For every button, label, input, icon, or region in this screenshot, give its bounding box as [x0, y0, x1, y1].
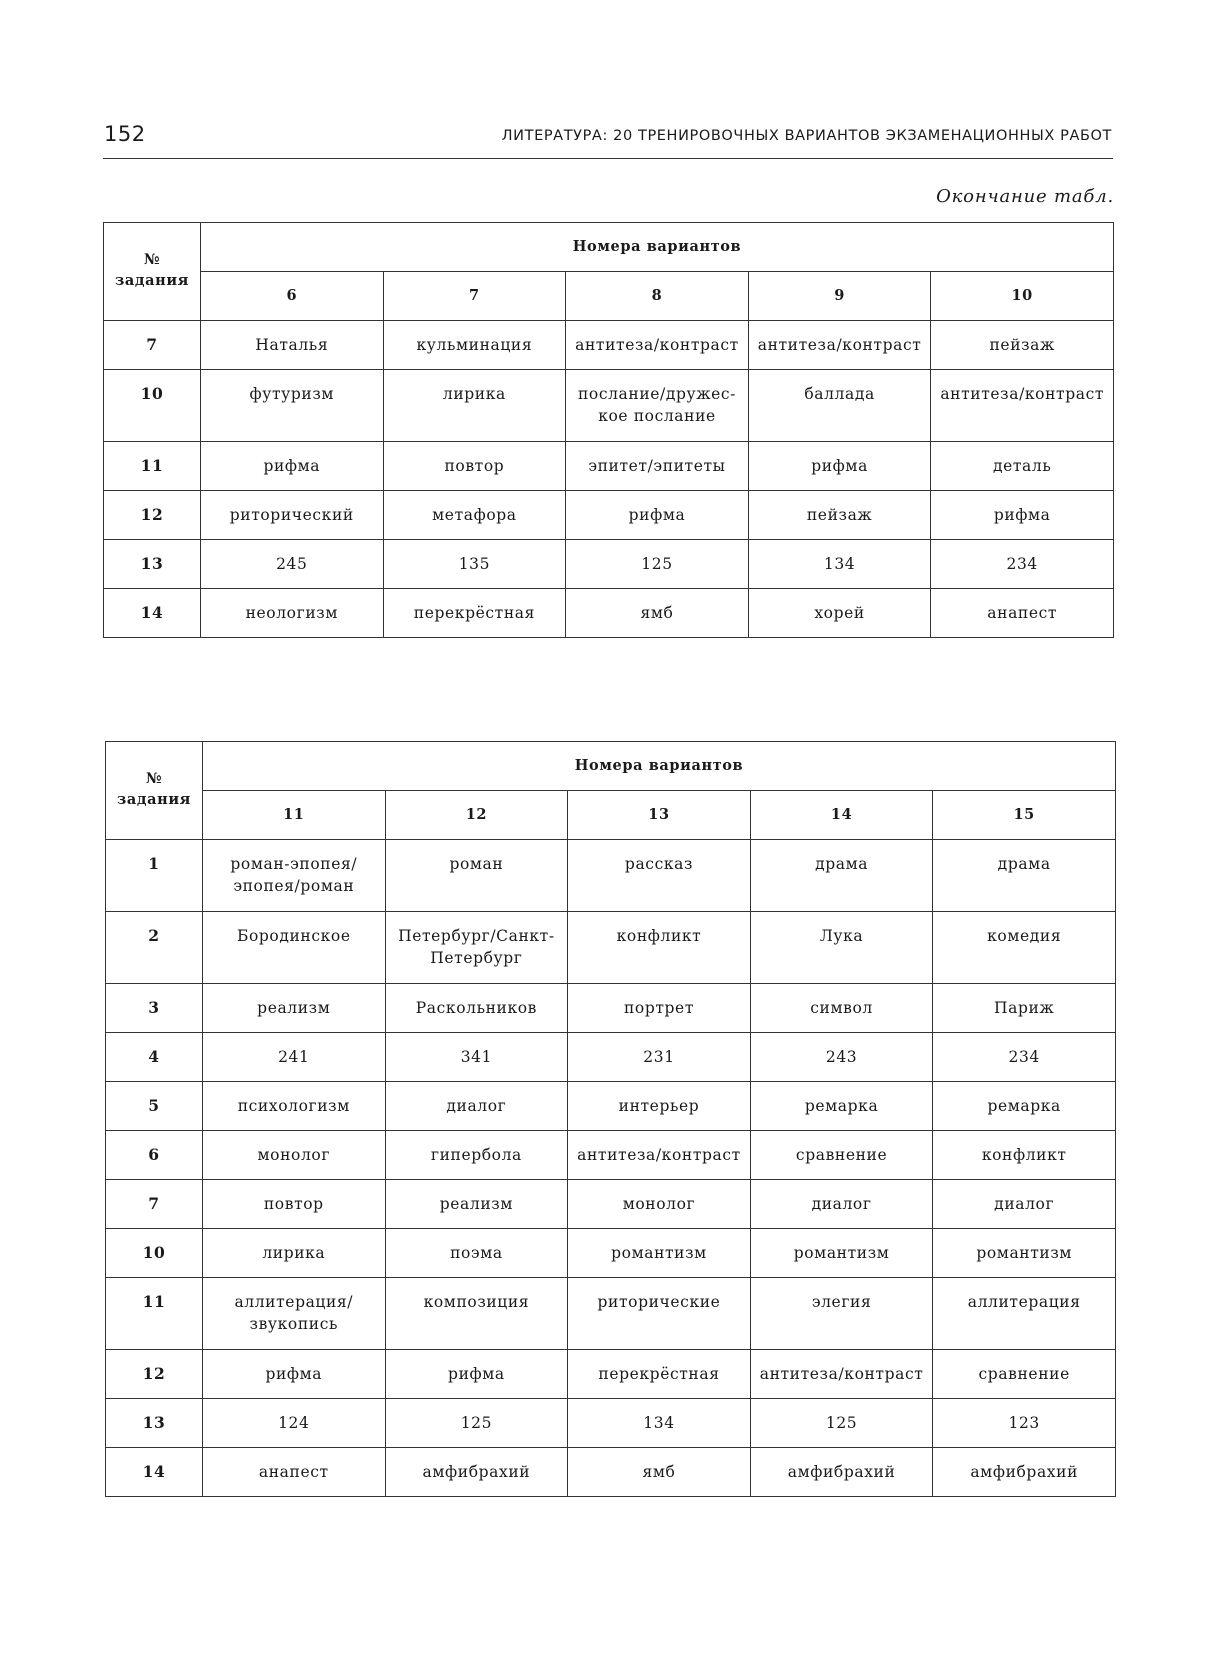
- answer-cell: [383, 589, 566, 638]
- task-number-value: 7: [148, 1194, 160, 1213]
- answer-cell: [383, 370, 566, 442]
- answer-text: портрет: [623, 999, 694, 1017]
- task-number-value: 1: [148, 854, 160, 873]
- table-caption: Окончание табл.: [936, 186, 1114, 207]
- variant-number-12: 12: [385, 791, 568, 840]
- answer-cell: [385, 1350, 568, 1399]
- answer-text: романтизм: [611, 1244, 707, 1262]
- answer-text: 124: [278, 1414, 310, 1432]
- answer-text: амфибрахий: [787, 1463, 896, 1481]
- answer-text: деталь: [992, 457, 1052, 475]
- answer-cell: [750, 1082, 933, 1131]
- variant-number-14: 14: [750, 791, 933, 840]
- answer-cell: [750, 1278, 933, 1350]
- answer-cell: [933, 1131, 1116, 1180]
- answer-text: ремарка: [987, 1097, 1061, 1115]
- answer-text: психологизм: [237, 1097, 350, 1115]
- task-number: [104, 491, 201, 540]
- answer-cell: [568, 1082, 751, 1131]
- answer-text: антитеза/контраст: [757, 336, 922, 354]
- table-row: [106, 1033, 1116, 1082]
- task-number-label: задания: [117, 791, 191, 808]
- answer-text: 243: [825, 1048, 858, 1066]
- answer-cell: [748, 321, 931, 370]
- task-number: [104, 442, 201, 491]
- task-number: [106, 1350, 203, 1399]
- answer-text: 134: [823, 555, 856, 573]
- answer-cell: [385, 840, 568, 912]
- answer-cell: [750, 1033, 933, 1082]
- variants-header: Номера вариантов: [201, 223, 1114, 272]
- answer-text: амфибрахий: [970, 1463, 1079, 1481]
- task-number-value: 14: [142, 1462, 166, 1481]
- answer-text: хорей: [814, 604, 865, 622]
- answer-text: роман: [449, 855, 504, 873]
- variant-number-15: 15: [933, 791, 1116, 840]
- answer-text: Наталья: [255, 336, 329, 354]
- answer-text: гипербола: [430, 1146, 522, 1164]
- answer-text: диалог: [446, 1097, 507, 1115]
- task-number: [106, 1180, 203, 1229]
- table-row: [106, 1229, 1116, 1278]
- task-number-value: 11: [140, 456, 164, 475]
- answer-cell: [383, 321, 566, 370]
- table-row: [106, 1082, 1116, 1131]
- answer-cell: [933, 984, 1116, 1033]
- table-row: [106, 912, 1116, 984]
- variants-header: Номера вариантов: [203, 742, 1116, 791]
- answer-text: драма: [815, 855, 869, 873]
- table-row: [106, 1180, 1116, 1229]
- task-number: [106, 840, 203, 912]
- task-number-value: 7: [146, 335, 158, 354]
- table-row: [104, 321, 1114, 370]
- answer-text: Лука: [819, 927, 864, 945]
- answer-text: 241: [278, 1048, 310, 1066]
- answer-text: перекрёстная: [413, 604, 535, 622]
- answer-cell: [568, 1350, 751, 1399]
- answer-text: комедия: [987, 927, 1062, 945]
- table-row: [104, 491, 1114, 540]
- table-row: [106, 1131, 1116, 1180]
- answer-text: аллитерация: [967, 1293, 1081, 1311]
- answer-text: 125: [641, 555, 673, 573]
- answer-cell: [931, 321, 1114, 370]
- answer-text: 231: [643, 1048, 675, 1066]
- task-number: [104, 540, 201, 589]
- answer-text: Раскольников: [415, 999, 538, 1017]
- variant-number-11: 11: [203, 791, 386, 840]
- task-number: [106, 1399, 203, 1448]
- task-number-value: 5: [148, 1096, 160, 1115]
- task-number: [104, 370, 201, 442]
- answer-cell: [568, 1131, 751, 1180]
- answer-cell: [203, 1180, 386, 1229]
- answer-text: рифма: [263, 457, 321, 475]
- answer-cell: [568, 1278, 751, 1350]
- table-row: [106, 1399, 1116, 1448]
- variant-number-7: 7: [383, 272, 566, 321]
- task-number-value: 12: [142, 1364, 166, 1383]
- answer-text: монолог: [257, 1146, 331, 1164]
- answer-cell: [385, 1180, 568, 1229]
- answer-cell: [566, 540, 749, 589]
- answer-cell: [385, 1033, 568, 1082]
- answers-table-variants-6-10: [103, 222, 1114, 638]
- answer-cell: [203, 1131, 386, 1180]
- answer-text: Бородинское: [236, 927, 351, 945]
- table-row: [104, 540, 1114, 589]
- answer-text: ямб: [642, 1463, 676, 1481]
- answer-text: диалог: [994, 1195, 1055, 1213]
- task-number-symbol: №: [145, 770, 163, 787]
- answer-text: неологизм: [245, 604, 338, 622]
- answer-cell: [566, 442, 749, 491]
- answer-text: метафора: [432, 506, 517, 524]
- answer-text: кульминация: [416, 336, 533, 354]
- answer-cell: [748, 540, 931, 589]
- answer-cell: [385, 1448, 568, 1497]
- task-number-value: 11: [142, 1292, 166, 1311]
- answer-cell: [568, 912, 751, 984]
- answer-cell: [566, 589, 749, 638]
- variant-number-13: 13: [568, 791, 751, 840]
- answer-text: конфликт: [616, 927, 702, 945]
- task-number-value: 12: [140, 505, 164, 524]
- answer-text: рифма: [265, 1365, 323, 1383]
- answer-cell: [933, 1082, 1116, 1131]
- variant-number-10: 10: [931, 272, 1114, 321]
- answer-cell: [748, 589, 931, 638]
- answer-cell: [383, 540, 566, 589]
- answer-text: рифма: [811, 457, 868, 475]
- task-number-header: [104, 223, 201, 321]
- answer-cell: [933, 1448, 1116, 1497]
- answer-text: антитеза/контраст: [577, 1146, 741, 1164]
- answer-text: антитеза/контраст: [575, 336, 739, 354]
- answer-cell: [568, 1229, 751, 1278]
- running-title: ЛИТЕРАТУРА: 20 ТРЕНИРОВОЧНЫХ ВАРИАНТОВ ЭКЗАМЕНАЦИОННЫХ РАБОТ: [501, 128, 1112, 144]
- table-row: [104, 442, 1114, 491]
- answer-cell: [568, 984, 751, 1033]
- answer-text: Париж: [994, 999, 1055, 1017]
- answer-text: сравнение: [795, 1146, 888, 1164]
- answer-cell: [750, 1131, 933, 1180]
- answer-text: рифма: [628, 506, 686, 524]
- table-row: [106, 984, 1116, 1033]
- answer-text: 234: [1008, 1048, 1040, 1066]
- answer-text: 134: [643, 1414, 675, 1432]
- answer-cell: [203, 1033, 386, 1082]
- answer-text: повтор: [444, 457, 505, 475]
- answer-cell: [203, 1350, 386, 1399]
- table-row: [106, 1278, 1116, 1350]
- answer-text: символ: [810, 999, 873, 1017]
- answer-cell: [748, 491, 931, 540]
- answer-cell: [383, 491, 566, 540]
- answer-cell: [203, 1229, 386, 1278]
- answer-text: риторические: [597, 1293, 721, 1311]
- answer-text: поэма: [450, 1244, 503, 1262]
- task-number-value: 6: [148, 1145, 160, 1164]
- answer-cell: [201, 540, 384, 589]
- answer-text: 234: [1006, 555, 1038, 573]
- answer-text: послание/дружес- кое послание: [577, 385, 736, 425]
- table-row: [104, 370, 1114, 442]
- answer-text: ремарка: [804, 1097, 879, 1115]
- answer-cell: [933, 1229, 1116, 1278]
- answer-text: аллитерация/ звукопись: [234, 1293, 354, 1333]
- answer-cell: [931, 589, 1114, 638]
- answer-text: драма: [997, 855, 1051, 873]
- answer-text: рифма: [448, 1365, 505, 1383]
- answer-cell: [750, 1399, 933, 1448]
- variant-number-9: 9: [748, 272, 931, 321]
- answer-cell: [568, 1448, 751, 1497]
- answer-text: романтизм: [793, 1244, 890, 1262]
- answer-cell: [750, 984, 933, 1033]
- answer-cell: [203, 912, 386, 984]
- answer-text: лирика: [262, 1244, 326, 1262]
- answer-text: реализм: [439, 1195, 513, 1213]
- answers-table-variants-11-15: [105, 741, 1116, 1497]
- answer-text: рассказ: [624, 855, 694, 873]
- answer-text: перекрёстная: [598, 1365, 720, 1383]
- answer-text: антитеза/контраст: [940, 385, 1105, 403]
- task-number-value: 4: [148, 1047, 160, 1066]
- answer-text: элегия: [811, 1293, 872, 1311]
- answer-text: риторический: [229, 506, 354, 524]
- table-row: [106, 1350, 1116, 1399]
- answer-text: интерьер: [618, 1097, 700, 1115]
- table-row: [104, 589, 1114, 638]
- answer-cell: [750, 1448, 933, 1497]
- answer-text: Петербург/Санкт- Петербург: [398, 927, 555, 967]
- task-number: [106, 1082, 203, 1131]
- answer-cell: [933, 1180, 1116, 1229]
- table-row: [106, 840, 1116, 912]
- answer-cell: [385, 1082, 568, 1131]
- answer-cell: [201, 589, 384, 638]
- task-number: [106, 1448, 203, 1497]
- answer-cell: [933, 1033, 1116, 1082]
- answer-text: 123: [1008, 1414, 1040, 1432]
- answer-text: монолог: [622, 1195, 696, 1213]
- answer-cell: [201, 442, 384, 491]
- answer-text: диалог: [811, 1195, 872, 1213]
- answer-cell: [385, 1399, 568, 1448]
- task-number-value: 10: [142, 1243, 166, 1262]
- task-number: [106, 912, 203, 984]
- answer-cell: [933, 912, 1116, 984]
- task-number-value: 10: [140, 384, 164, 403]
- answer-cell: [203, 1082, 386, 1131]
- answer-cell: [750, 1350, 933, 1399]
- task-number-value: 3: [148, 998, 160, 1017]
- task-number-symbol: №: [143, 251, 161, 268]
- task-number: [104, 321, 201, 370]
- answer-cell: [566, 370, 749, 442]
- answer-cell: [568, 1033, 751, 1082]
- answer-cell: [568, 840, 751, 912]
- answer-cell: [566, 321, 749, 370]
- task-number: [106, 1131, 203, 1180]
- answer-cell: [750, 840, 933, 912]
- answer-cell: [750, 1229, 933, 1278]
- answer-text: повтор: [263, 1195, 324, 1213]
- variant-number-6: 6: [201, 272, 384, 321]
- answer-cell: [203, 1448, 386, 1497]
- answer-cell: [931, 540, 1114, 589]
- task-number-value: 13: [140, 554, 164, 573]
- answer-cell: [203, 1278, 386, 1350]
- answer-cell: [933, 1350, 1116, 1399]
- answer-cell: [385, 912, 568, 984]
- answer-cell: [931, 370, 1114, 442]
- answer-cell: [203, 1399, 386, 1448]
- answer-text: 245: [276, 555, 308, 573]
- task-number-value: 2: [148, 926, 160, 945]
- answer-cell: [201, 491, 384, 540]
- answer-cell: [201, 370, 384, 442]
- task-number: [106, 1229, 203, 1278]
- answer-cell: [201, 321, 384, 370]
- answer-text: 341: [460, 1048, 493, 1066]
- answer-cell: [568, 1180, 751, 1229]
- task-number-label: задания: [115, 272, 189, 289]
- answer-text: 125: [825, 1414, 858, 1432]
- task-number: [106, 984, 203, 1033]
- answer-cell: [385, 984, 568, 1033]
- answer-text: конфликт: [981, 1146, 1067, 1164]
- answer-cell: [748, 370, 931, 442]
- answer-cell: [385, 1131, 568, 1180]
- answer-text: футуризм: [249, 385, 335, 403]
- answer-text: амфибрахий: [422, 1463, 531, 1481]
- answer-cell: [385, 1229, 568, 1278]
- answer-cell: [383, 442, 566, 491]
- task-number: [106, 1033, 203, 1082]
- answer-cell: [931, 442, 1114, 491]
- answer-text: антитеза/контраст: [759, 1365, 924, 1383]
- answer-text: анапест: [987, 604, 1058, 622]
- answer-cell: [931, 491, 1114, 540]
- answer-text: сравнение: [978, 1365, 1070, 1383]
- answer-cell: [750, 912, 933, 984]
- answer-text: ямб: [640, 604, 674, 622]
- answer-cell: [203, 984, 386, 1033]
- task-number-value: 13: [142, 1413, 166, 1432]
- answer-text: эпитет/эпитеты: [588, 457, 726, 475]
- answer-text: реализм: [257, 999, 331, 1017]
- answer-text: рифма: [993, 506, 1051, 524]
- answer-text: пейзаж: [806, 506, 873, 524]
- answer-cell: [568, 1399, 751, 1448]
- answer-cell: [566, 491, 749, 540]
- answer-text: 135: [458, 555, 491, 573]
- header-rule: [103, 158, 1113, 159]
- page-number: 152: [104, 122, 146, 146]
- answer-text: романтизм: [976, 1244, 1073, 1262]
- answer-cell: [203, 840, 386, 912]
- answer-text: анапест: [258, 1463, 329, 1481]
- task-number: [106, 1278, 203, 1350]
- answer-cell: [385, 1278, 568, 1350]
- answer-text: композиция: [423, 1293, 530, 1311]
- answer-text: пейзаж: [989, 336, 1055, 354]
- variant-number-8: 8: [566, 272, 749, 321]
- table-row: [106, 1448, 1116, 1497]
- answer-text: лирика: [442, 385, 506, 403]
- answer-cell: [933, 1278, 1116, 1350]
- task-number-header: [106, 742, 203, 840]
- answer-cell: [933, 1399, 1116, 1448]
- task-number: [104, 589, 201, 638]
- answer-cell: [933, 840, 1116, 912]
- answer-cell: [748, 442, 931, 491]
- answer-cell: [750, 1180, 933, 1229]
- answer-text: баллада: [804, 385, 875, 403]
- answer-text: 125: [460, 1414, 493, 1432]
- answer-text: роман-эпопея/ эпопея/роман: [230, 855, 358, 895]
- task-number-value: 14: [140, 603, 164, 622]
